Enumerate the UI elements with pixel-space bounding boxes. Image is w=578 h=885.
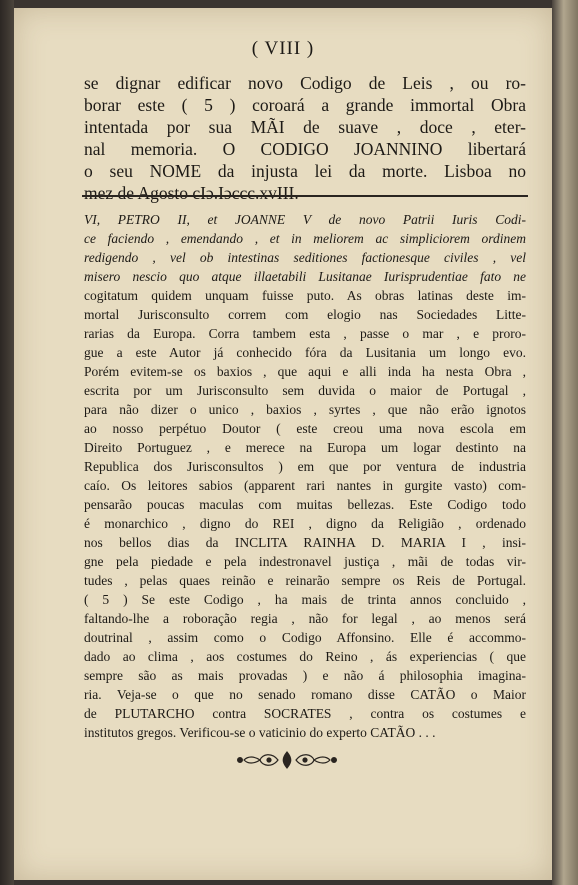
footnote-line: mortal Jurisconsulto correm com elogio nas Sociedades Litte- — [84, 307, 526, 322]
footnote-line: nos bellos dias da INCLITA RAINHA D. MARIA I , insi- — [84, 535, 526, 550]
footnote-line: de PLUTARCHO contra SOCRATES , contra os costumes e — [84, 706, 526, 721]
footnote-line: é monarchico , digno do REI , digno da Religião , ordenado — [84, 516, 526, 531]
book-page — [14, 8, 552, 880]
body-line: o seu NOME da injusta lei da morte. Lisboa no — [84, 161, 526, 181]
footnote-line: faltando-lhe a roboração regia , não for legal , ao menos será — [84, 611, 526, 626]
footnote-line: cogitatum quidem unquam fuisse puto. As obras latinas deste im- — [84, 288, 526, 303]
footnote-line: rarias da Europa. Corra tambem esta , passe o mar , e proro- — [84, 326, 526, 341]
footnote-line: Direito Portuguez , e merece na Europa um logar destinto na — [84, 440, 526, 455]
footnote-line: ria. Veja-se o que no senado romano disse CATÃO o Maior — [84, 687, 526, 702]
footnote-line: gue a este Autor já conhecido fóra da Lusitania um longo evo. — [84, 345, 526, 360]
footnote-line: ce faciendo , emendando , et in meliorem ac simpliciorem ordinem — [84, 231, 526, 246]
footnote-line: pensarão poucas maculas com muitas bellezas. Este Codigo todo — [84, 497, 526, 512]
footnote-rule — [82, 195, 528, 197]
footnote-line: institutos gregos. Verificou-se o vaticinio do experto CATÃO . . . — [84, 725, 436, 740]
body-line: se dignar edificar novo Codigo de Leis , ou ro- — [84, 73, 526, 93]
footnote-line: ( 5 ) Se este Codigo , ha mais de trinta annos concluido , — [84, 592, 526, 607]
page-number: ( VIII ) — [251, 38, 315, 59]
footnote-line: sempre são as mais provadas ) e não á philosophia imagina- — [84, 668, 526, 683]
body-line: intentada por sua MÃI de suave , doce , eter- — [84, 117, 526, 137]
book-page-edge — [552, 0, 578, 885]
footnote-line: dado ao clima , aos costumes do Reino , ás experiencias ( que — [84, 649, 526, 664]
footnote-line: ao nosso perpétuo Doutor ( este creou uma nova escola em — [84, 421, 526, 436]
footnote-line: Republica dos Jurisconsultos ) em que por ventura de industria — [84, 459, 526, 474]
dateline: mez de Agosto cIɔ.Iɔccc.xvIII. — [84, 183, 299, 203]
footnote-line: Porém evitem-se os baxios , que aqui e alli inda ha nesta Obra , — [84, 364, 526, 379]
footnote-line: doutrinal , assim como o Codigo Affonsino. Elle é accommo- — [84, 630, 526, 645]
body-line: borar este ( 5 ) coroará a grande immortal Obra — [84, 95, 526, 115]
body-line: nal memoria. O CODIGO JOANNINO libertará — [84, 139, 526, 159]
footnote-line: escrita por um Jurisconsulto sem duvida o maior de Portugal , — [84, 383, 526, 398]
footnote-line: redigendo , vel ob intestinas seditiones factionesque civiles , vel — [84, 250, 526, 265]
footnote-line: gne pela piedade e pela indestronavel justiça , mãi de todas vir- — [84, 554, 526, 569]
footnote-line: misero nescio quo atque illaetabili Lusitanae Iurisprudentiae fato ne — [84, 269, 526, 284]
footnote-line: caío. Os leitores sabios (apparent rari nantes in gurgite vasto) com- — [84, 478, 526, 493]
footnote-line: para não dizer o unico , baxios , syrtes , que não erão ignotos — [84, 402, 526, 417]
footnote-line: VI, PETRO II, et JOANNE V de novo Patrii Iuris Codi- — [84, 212, 526, 227]
scan-left-margin — [0, 0, 14, 885]
footnote-line: tudes , pelas quaes reinão e reinarão sempre os Reis de Portugal. — [84, 573, 526, 588]
fleuron-ornament-icon — [232, 748, 342, 772]
